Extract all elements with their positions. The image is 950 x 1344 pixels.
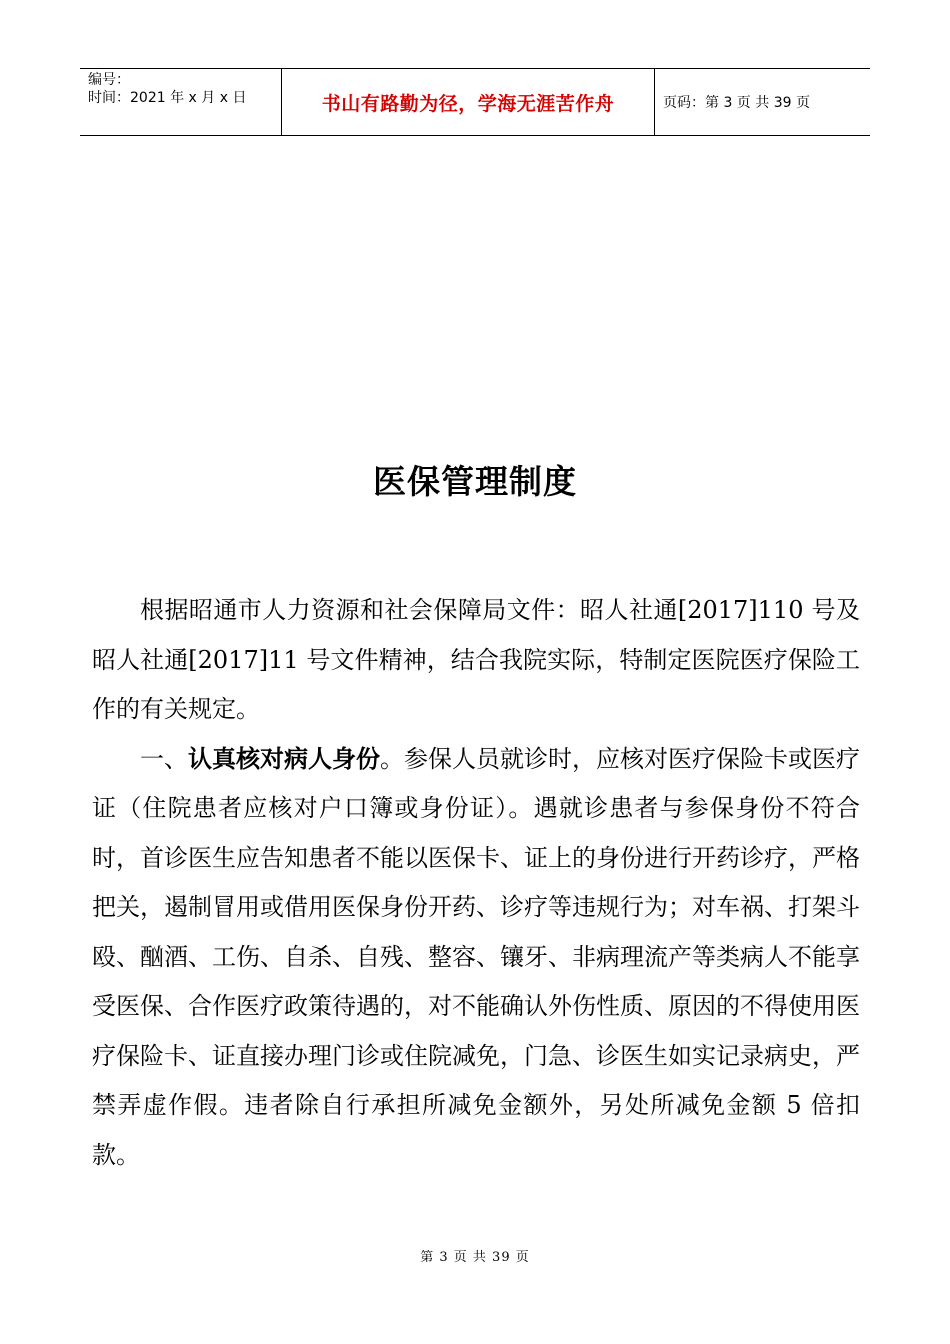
header-meta-cell xyxy=(80,69,282,135)
header-page-info: 页码：第 3 页 共 39 页 xyxy=(663,95,810,111)
section-body: 。参保人员就诊时，应核对医疗保险卡或医疗证（住院患者应核对户口簿或身份证）。遇就诊患者与参保身份不符合时，首诊医生应告知患者不能以医保卡、证上的身份进行开药诊疗，严格把关，遏制冒用或借用医保身份开药、诊疗等违规行为；对车祸、打架斗殴、酗酒、工伤、自杀、自残、整容、镶牙、非病理流产等类病人不能享受医保、合作医疗政策待遇的，对不能确认外伤性质、原因的不得使用医疗保险卡、证直接办理门诊或住院减免，门急、诊医生如实记录病史，严禁弄虚作假。违者除自行承担所减免金额外，另处所减免金额 5 倍扣款。 xyxy=(92,744,860,1169)
section-heading: 认真核对病人身份 xyxy=(188,744,380,773)
header-motto: 书山有路勤为径，学海无涯苦作舟 xyxy=(321,92,615,115)
date-label: 时间：2021 年 x 月 x 日 xyxy=(88,90,247,106)
document-body xyxy=(92,586,860,1180)
header-table xyxy=(80,68,870,136)
document-title: 医保管理制度 xyxy=(373,462,577,501)
serial-number-label: 编号： xyxy=(88,72,130,88)
section-number: 一、 xyxy=(140,744,188,773)
page-footer: 第 3 页 共 39 页 xyxy=(420,1250,530,1265)
header-motto-cell xyxy=(282,69,655,135)
paragraph-intro: 根据昭通市人力资源和社会保障局文件：昭人社通[2017]110 号及昭人社通[2017]11 号文件精神，结合我院实际，特制定医院医疗保险工作的有关规定。 xyxy=(92,596,860,723)
paragraph-section-1 xyxy=(92,735,860,1181)
header-page-cell xyxy=(655,69,870,135)
